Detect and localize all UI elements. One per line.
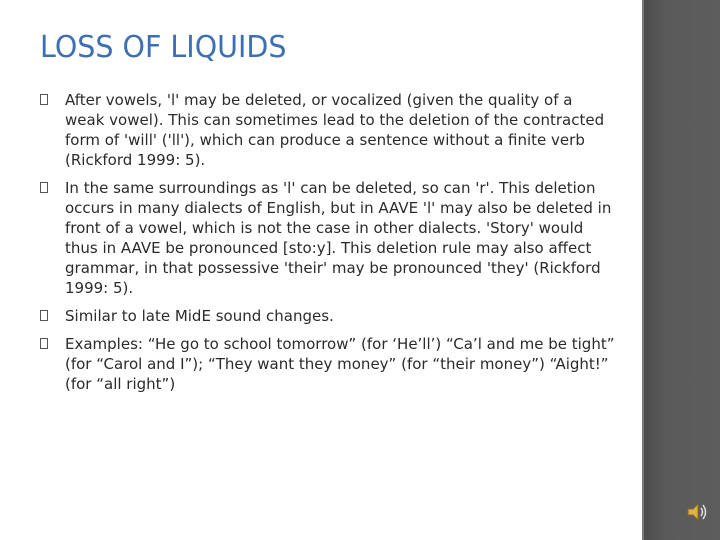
bullet-item <box>40 178 615 298</box>
panel-edge <box>642 0 644 540</box>
empty-square-icon <box>40 182 48 193</box>
speaker-icon[interactable] <box>686 501 708 523</box>
decorative-side-panel <box>642 0 720 540</box>
bullet-list <box>40 90 615 402</box>
bullet-item <box>40 90 615 170</box>
empty-square-icon <box>40 310 48 321</box>
bullet-text: Examples: “He go to school tomorrow” (for ‘He’ll’) “Ca’l and me be tight” (for “Carol and I”); “They want they money” (for “their money”) “Aight!” (for “all right”) <box>65 335 615 393</box>
empty-square-icon <box>40 338 48 349</box>
slide-title: LOSS OF LIQUIDS <box>40 30 287 65</box>
empty-square-icon <box>40 94 48 105</box>
bullet-text: In the same surroundings as 'l' can be deleted, so can 'r'. This deletion occurs in many dialects of English, but in AAVE 'l' may also be deleted in front of a vowel, which is not the case in other dialects. 'Story' would thus in AAVE be pronounced [sto:y]. This deletion rule may also affect grammar, in that possessive 'their' may be pronounced 'they' (Rickford 1999: 5). <box>65 179 612 297</box>
bullet-item <box>40 306 615 326</box>
bullet-item <box>40 334 615 394</box>
bullet-text: Similar to late MidE sound changes. <box>65 307 334 325</box>
bullet-text: After vowels, 'l' may be deleted, or vocalized (given the quality of a weak vowel). This can sometimes lead to the deletion of the contracted form of 'will' ('ll'), which can produce a sentence without a finite verb (Rickford 1999: 5). <box>65 91 605 169</box>
